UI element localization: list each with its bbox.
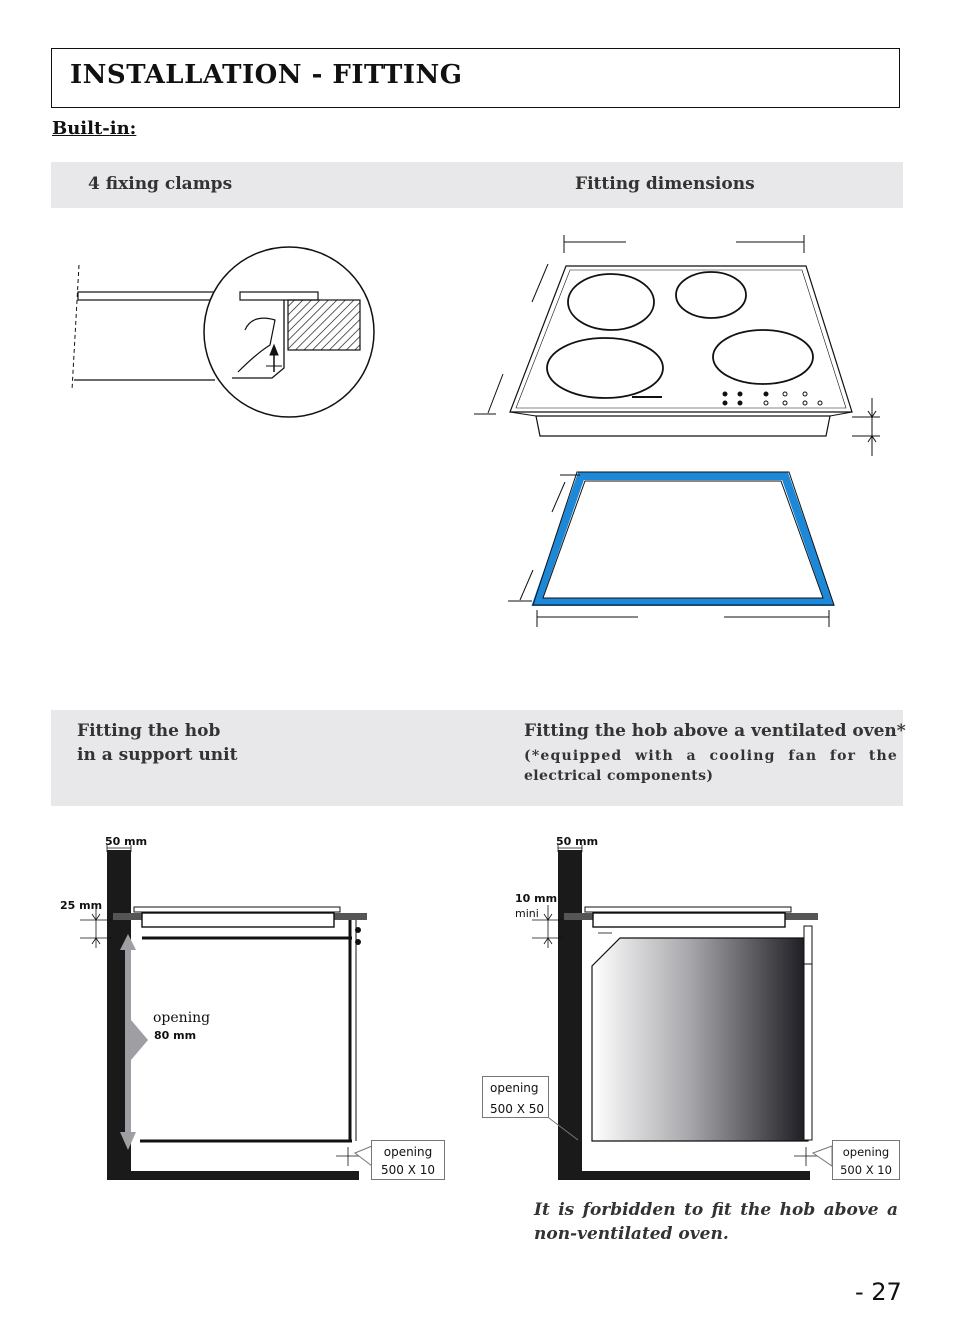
label-25mm: 25 mm (60, 899, 103, 912)
section-subtitle: Built-in: (52, 118, 137, 139)
heading-support-unit-line1: Fitting the hob (77, 721, 221, 741)
bottom-right-opening-value: 500 X 10 (840, 1163, 892, 1177)
label-box-opening-bottom-right (832, 1140, 900, 1180)
side-opening-value: 500 X 50 (490, 1102, 545, 1116)
note-cooling-fan-line2: electrical components) (524, 768, 714, 784)
label-80mm: 80 mm (154, 1029, 197, 1042)
heading-ventilated-oven: Fitting the hob above a ventilated oven* (524, 721, 906, 741)
heading-fitting-dimensions: Fitting dimensions (575, 174, 755, 194)
bottom-right-opening-label: opening (842, 1145, 890, 1159)
label-mini: mini (515, 907, 539, 920)
label-50mm-left: 50 mm (105, 835, 148, 848)
note-cooling-fan-line1: (*equipped with a cooling fan for the (524, 748, 898, 764)
support-unit-diagram (80, 845, 372, 1180)
heading-support-unit-line2: in a support unit (77, 745, 238, 765)
label-opening-80mm: opening (153, 1010, 211, 1026)
warning-text: It is forbidden to fit the hob above a non-ventilated oven. (534, 1200, 898, 1244)
bottom-left-opening-label: opening (383, 1145, 433, 1159)
page-number: - 27 (855, 1278, 902, 1306)
hob-perspective-diagram (474, 235, 880, 456)
page-title: INSTALLATION - FITTING (70, 60, 463, 90)
cutout-diagram (508, 472, 834, 627)
side-opening-label: opening (490, 1081, 539, 1095)
ventilated-oven-diagram (532, 845, 832, 1180)
heading-fixing-clamps: 4 fixing clamps (88, 174, 233, 194)
label-box-opening-bottom-left (371, 1140, 445, 1180)
label-50mm-right: 50 mm (556, 835, 599, 848)
bottom-left-opening-value: 500 X 10 (380, 1163, 436, 1177)
label-10mm: 10 mm (515, 892, 558, 905)
label-box-opening-side (482, 1076, 549, 1118)
fixing-clamp-diagram (72, 247, 374, 417)
